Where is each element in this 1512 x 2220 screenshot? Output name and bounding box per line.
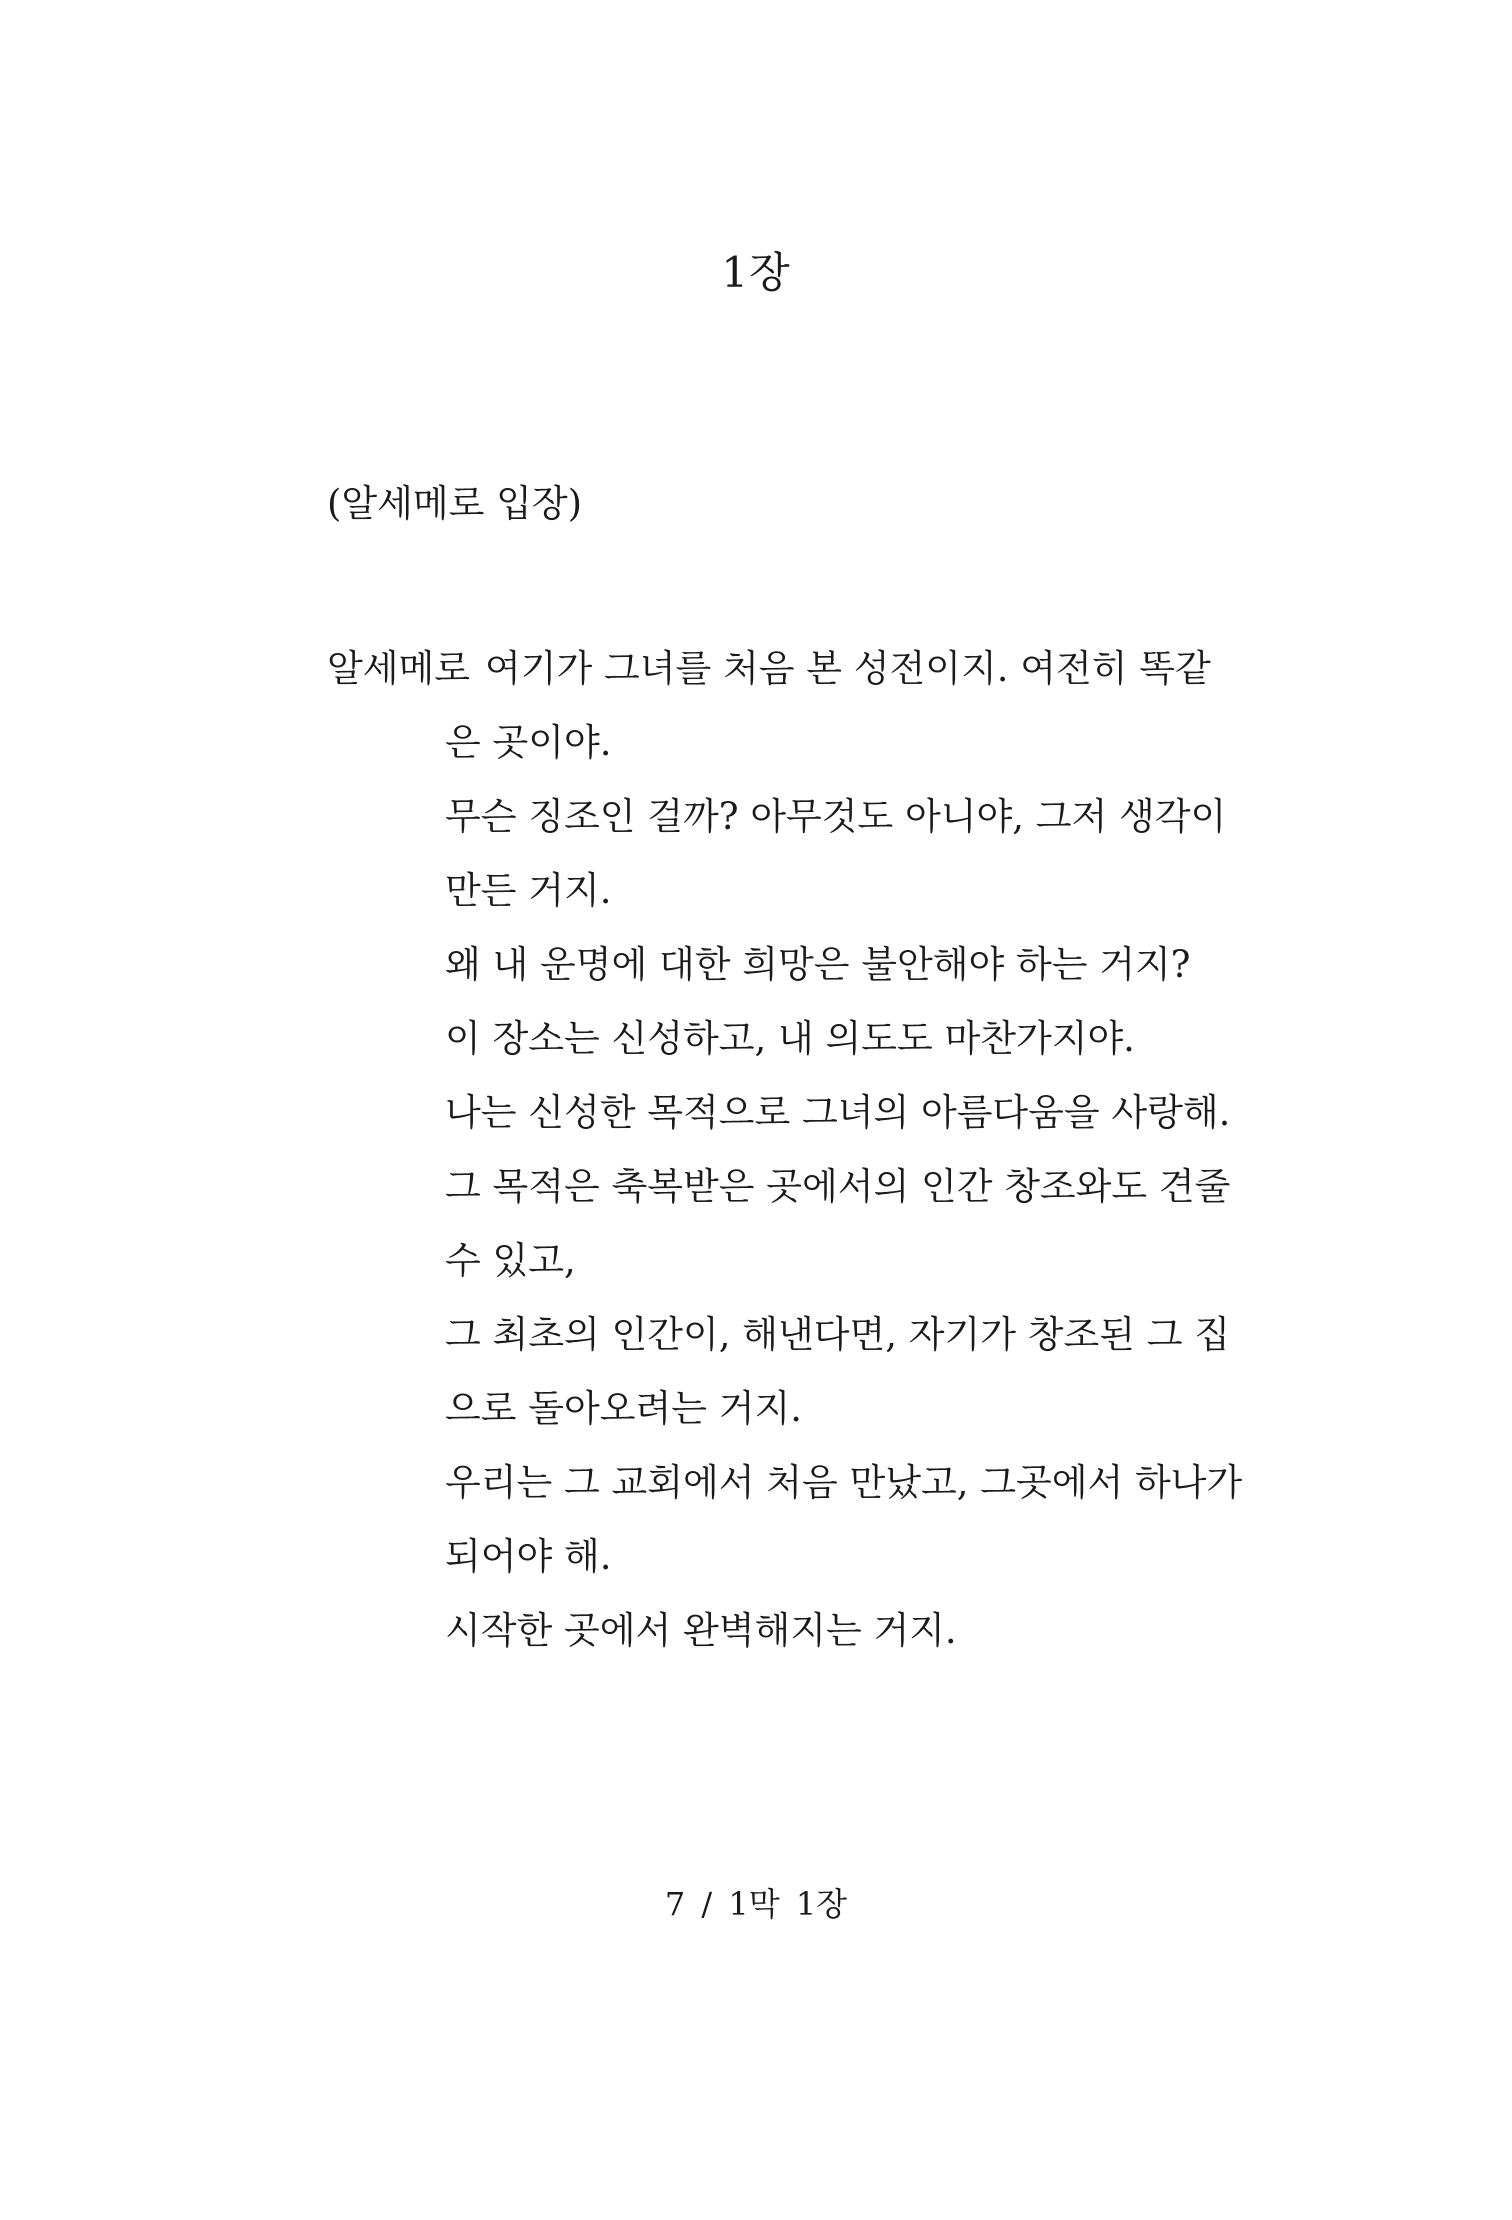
dialogue-line: 왜 내 운명에 대한 희망은 불안해야 하는 거지?	[445, 943, 1191, 986]
scene-title: 1장	[721, 248, 791, 297]
dialogue-line: 우리는 그 교회에서 처음 만났고, 그곳에서 하나가	[445, 1461, 1243, 1504]
footer-separator: /	[701, 1885, 713, 1923]
page-number: 7	[664, 1885, 686, 1923]
dialogue-line: 시작한 곳에서 완벽해지는 거지.	[445, 1609, 957, 1652]
stage-direction: (알세메로 입장)	[327, 482, 583, 525]
dialogue-line: 으로 돌아오려는 거지.	[445, 1387, 802, 1430]
speaker-name: 알세메로	[327, 647, 470, 690]
dialogue-line: 되어야 해.	[445, 1535, 612, 1578]
page-footer	[0, 1885, 1512, 1923]
section-label: 1막 1장	[728, 1885, 848, 1923]
dialogue-lines	[327, 632, 1267, 1668]
dialogue-line: 수 있고,	[445, 1239, 576, 1282]
dialogue-line: 만든 거지.	[445, 869, 612, 912]
dialogue-block	[327, 632, 1267, 1668]
dialogue-line: 그 목적은 축복받은 곳에서의 인간 창조와도 견줄	[445, 1165, 1231, 1208]
dialogue-line: 그 최초의 인간이, 해낸다면, 자기가 창조된 그 집	[445, 1313, 1230, 1356]
dialogue-line: 은 곳이야.	[445, 721, 612, 764]
dialogue-line: 나는 신성한 목적으로 그녀의 아름다움을 사랑해.	[445, 1091, 1231, 1134]
dialogue-line: 여기가 그녀를 처음 본 성전이지. 여전히 똑같	[485, 647, 1211, 690]
dialogue-line: 이 장소는 신성하고, 내 의도도 마찬가지야.	[445, 1017, 1135, 1060]
dialogue-line: 무슨 징조인 걸까? 아무것도 아니야, 그저 생각이	[445, 795, 1227, 838]
